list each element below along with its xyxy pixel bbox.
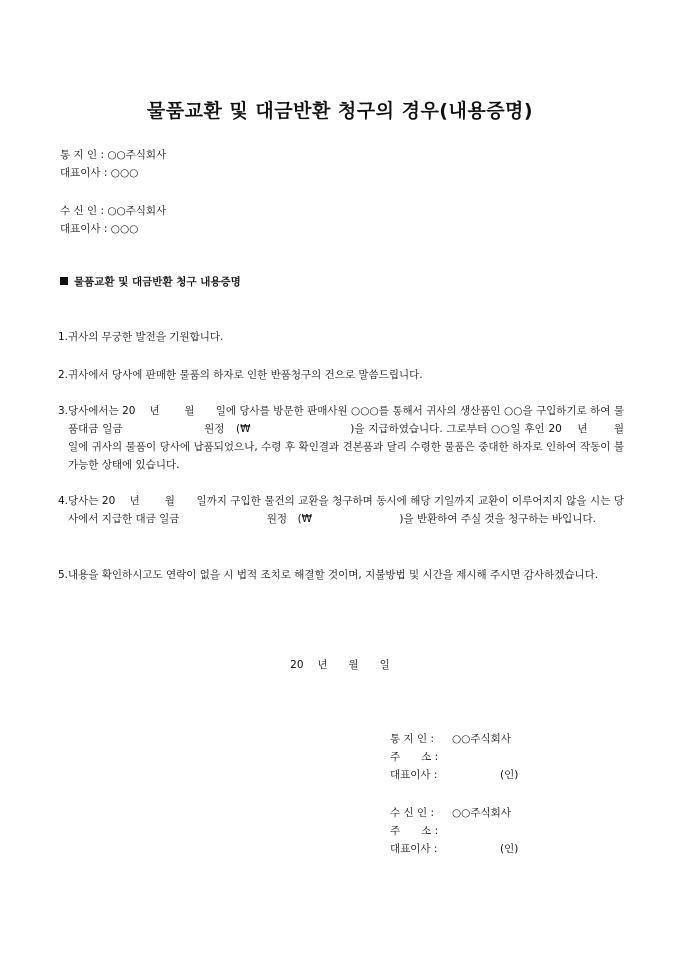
receiver-value: ○○주식회사 [452, 807, 511, 819]
sender-seal: (인) [500, 769, 519, 781]
sender-address-label: 주 소 : [390, 751, 439, 763]
sender-value: ○○주식회사 [452, 733, 511, 745]
square-bullet-icon [60, 277, 68, 285]
paragraph-text: 당사에서는 20 년 월 일에 당사를 방문한 판매사원 ○○○를 통해서 귀사의 생산품인 ○○을 구입하기로 하여 물품대금 일금 원정 (₩ )을 지급하였습니다. 그로부터 ○○일 후인 20 년 월 일에 귀사의 물품이 당사에 납품되었으나, 수령 후 확인결과 견본품과 달리 수령한 물품은 중대한 하자로 인하여 작동이 불가능한 상태에 있습니다. [68, 405, 645, 471]
paragraph-text: 당사는 20 년 월 일까지 구입한 물건의 교환을 청구하며 동시에 해당 기일까지 교환이 이루어지지 않을 시는 당사에서 지급한 대금 일금 원정 (₩ )을 반환하여 주실 것을 청구하는 바입니다. [68, 495, 624, 525]
paragraph-number: 3. [58, 405, 69, 417]
receiver-seal: (인) [500, 843, 519, 855]
paragraph-text: 귀사에서 당사에 판매한 물품의 하자로 인한 반품청구의 건으로 말씀드립니다. [68, 369, 423, 381]
date-line: 20 년 월 일 [290, 659, 390, 671]
paragraph-3 [58, 402, 645, 474]
receiver-address-label: 주 소 : [390, 825, 439, 837]
paragraph-5 [58, 566, 624, 584]
section-heading-text: 물품교환 및 대금반환 청구 내용증명 [74, 276, 241, 288]
paragraph-text: 귀사의 무궁한 발전을 기원합니다. [68, 331, 224, 343]
paragraph-1 [58, 328, 624, 346]
paragraph-text: 내용을 확인하시고도 연락이 없을 시 법적 조치로 해결할 것이며, 지불방법 및 시간을 제시해 주시면 감사하겠습니다. [68, 569, 599, 581]
sender-label: 통 지 인 : [390, 733, 434, 745]
receiver-ceo-label: 대표이사 : [390, 843, 438, 855]
paragraph-2 [58, 366, 624, 384]
sender-name-top: 통 지 인 : ○○주식회사 [60, 149, 167, 161]
receiver-ceo-top: 대표이사 : ○○○ [60, 223, 139, 235]
paragraph-number: 1. [58, 331, 69, 343]
section-heading [60, 274, 241, 289]
document-title: 물품교환 및 대금반환 청구의 경우(내용증명) [146, 100, 534, 122]
paragraph-number: 2. [58, 369, 69, 381]
receiver-label: 수 신 인 : [390, 807, 434, 819]
sender-ceo-top: 대표이사 : ○○○ [60, 167, 139, 179]
paragraph-4 [58, 492, 624, 528]
paragraph-number: 5. [58, 569, 69, 581]
sender-ceo-label: 대표이사 : [390, 769, 438, 781]
paragraph-number: 4. [58, 495, 69, 507]
receiver-name-top: 수 신 인 : ○○주식회사 [60, 205, 167, 217]
